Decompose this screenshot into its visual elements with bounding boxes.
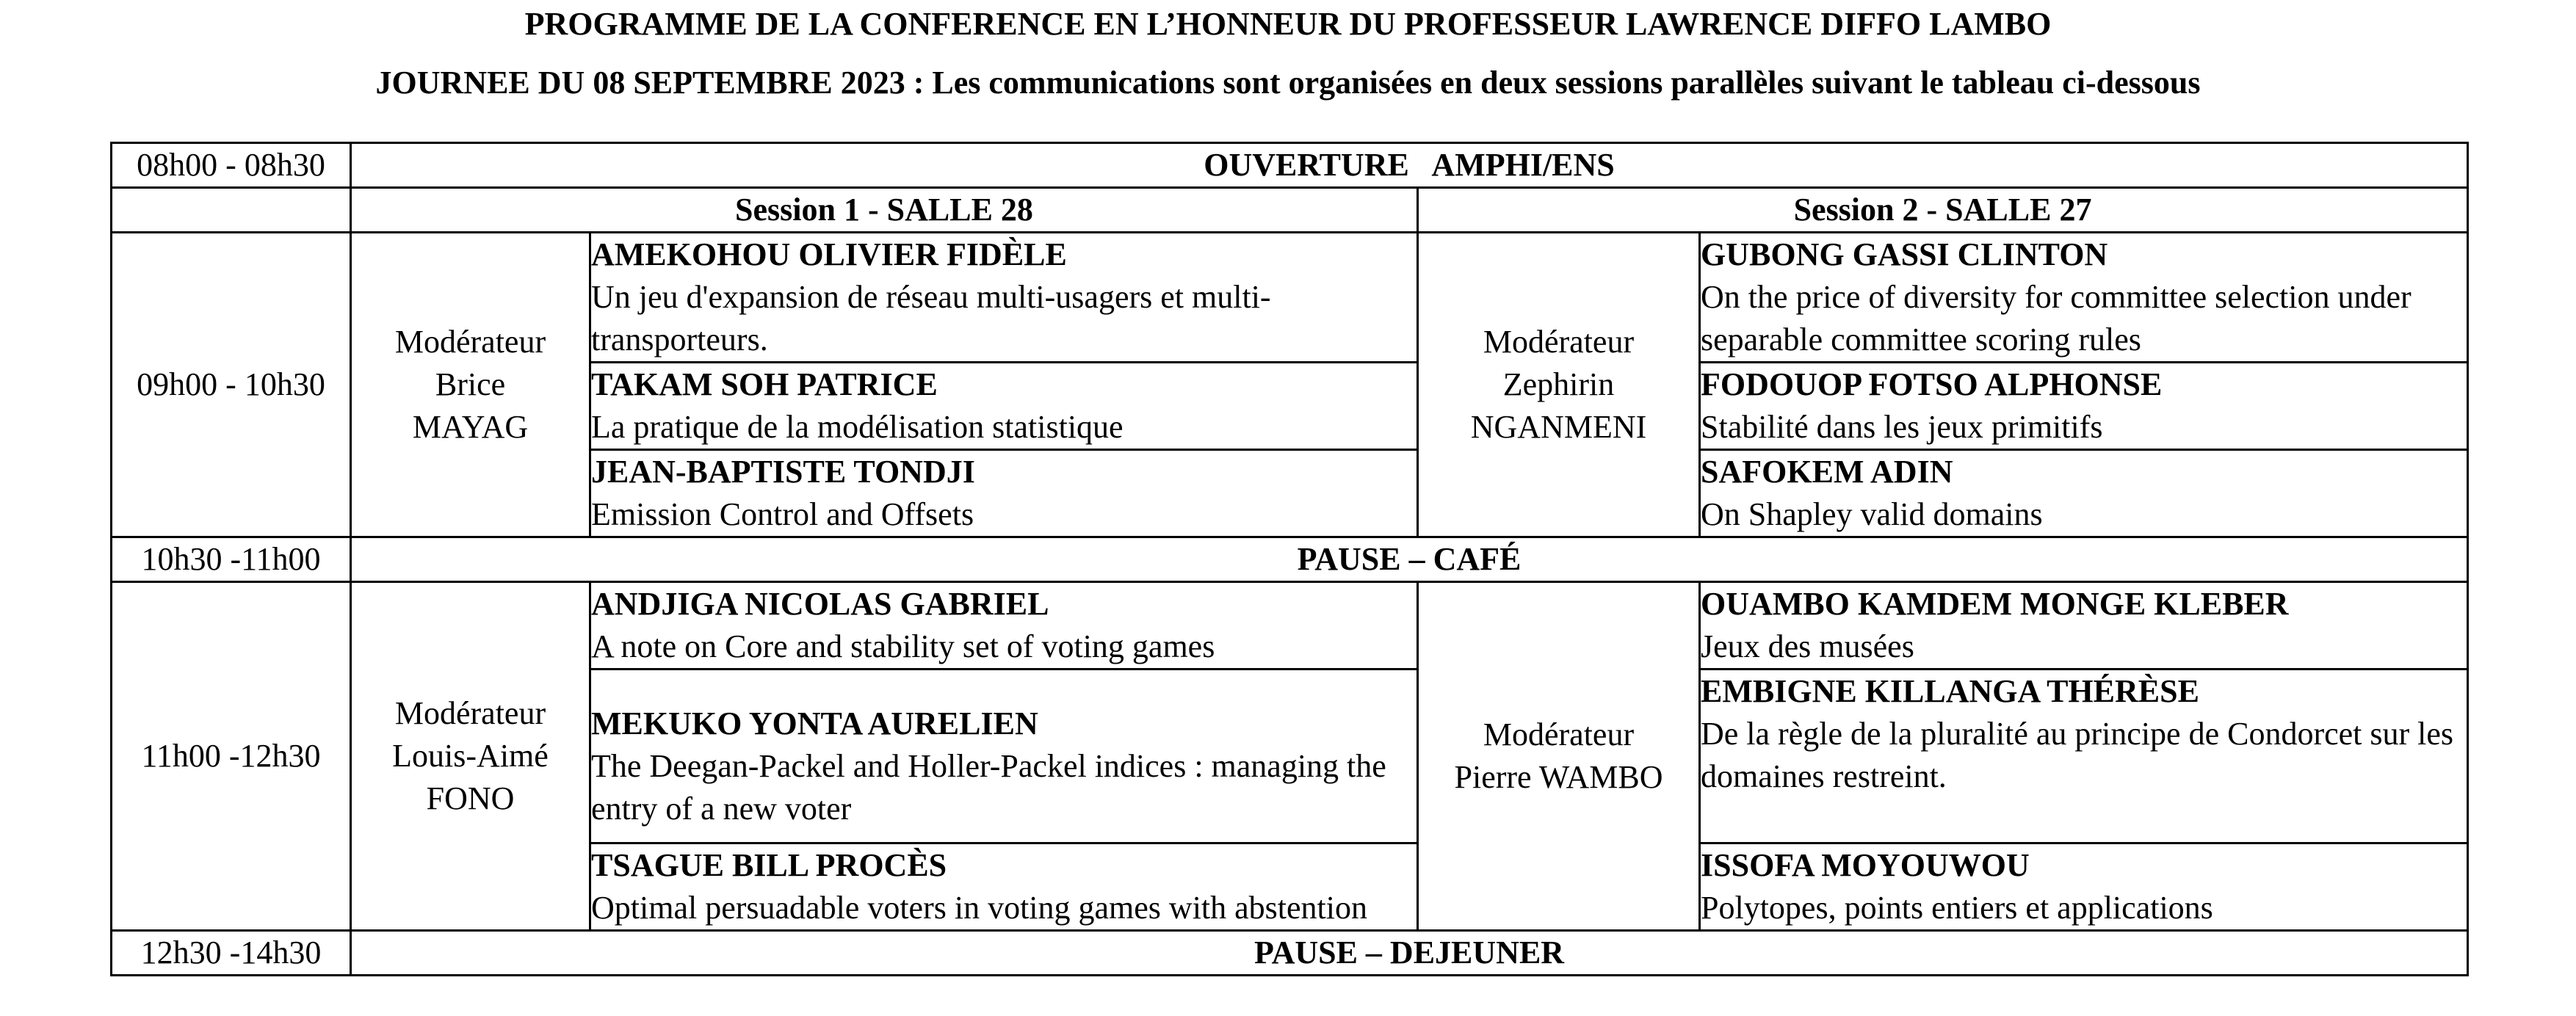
talk-title: Optimal persuadable voters in voting games with abstention [591, 890, 1368, 926]
table-row [112, 582, 2468, 670]
speaker-name: TAKAM SOH PATRICE [591, 366, 938, 402]
coffee-break-label: PAUSE – CAFÉ [351, 537, 2468, 582]
empty-cell [112, 188, 351, 233]
talk-title: De la règle de la pluralité au principe de Condorcet sur les domaines restreint. [1701, 716, 2454, 794]
talk-title: Stabilité dans les jeux primitifs [1701, 409, 2103, 445]
talk-cell [590, 450, 1418, 537]
session-2-header: Session 2 - SALLE 27 [1418, 188, 2468, 233]
time-slot: 11h00 -12h30 [112, 582, 351, 931]
speaker-name: OUAMBO KAMDEM MONGE KLEBER [1701, 586, 2289, 622]
talk-cell [590, 233, 1418, 363]
table-row [112, 143, 2468, 188]
speaker-name: FODOUOP FOTSO ALPHONSE [1701, 366, 2163, 402]
talk-cell [590, 582, 1418, 670]
talk-title: On Shapley valid domains [1701, 496, 2043, 532]
document-title: PROGRAMME DE LA CONFERENCE EN L’HONNEUR DU PROFESSEUR LAWRENCE DIFFO LAMBO [524, 6, 2052, 42]
table-row [112, 537, 2468, 582]
speaker-name: AMEKOHOU OLIVIER FIDÈLE [591, 236, 1067, 272]
programme-table [110, 142, 2469, 976]
talk-cell [1700, 363, 2468, 450]
speaker-name: GUBONG GASSI CLINTON [1701, 236, 2108, 272]
time-slot: 09h00 - 10h30 [112, 233, 351, 537]
talk-title: Jeux des musées [1701, 628, 1914, 664]
talk-cell [1700, 582, 2468, 670]
moderator-session-1: Modérateur Brice MAYAG [351, 233, 590, 537]
speaker-name: ISSOFA MOYOUWOU [1701, 847, 2030, 883]
moderator-session-1: Modérateur Louis-Aimé FONO [351, 582, 590, 931]
lunch-break-label: PAUSE – DEJEUNER [351, 931, 2468, 976]
talk-title: La pratique de la modélisation statistique [591, 409, 1124, 445]
talk-cell [1700, 233, 2468, 363]
session-1-header: Session 1 - SALLE 28 [351, 188, 1418, 233]
talk-cell [1700, 670, 2468, 843]
speaker-name: SAFOKEM ADIN [1701, 454, 1953, 490]
talk-title: The Deegan-Packel and Holler-Packel indices : managing the entry of a new voter [591, 748, 1386, 827]
opening-label: OUVERTURE AMPHI/ENS [351, 143, 2468, 188]
table-row [112, 188, 2468, 233]
table-row [112, 931, 2468, 976]
speaker-name: JEAN-BAPTISTE TONDJI [591, 454, 975, 490]
talk-cell [590, 670, 1418, 843]
talk-title: A note on Core and stability set of voting games [591, 628, 1215, 664]
talk-title: Un jeu d'expansion de réseau multi-usagers et multi-transporteurs. [591, 279, 1271, 358]
speaker-name: EMBIGNE KILLANGA THÉRÈSE [1701, 673, 2199, 709]
moderator-session-2: Modérateur Pierre WAMBO [1418, 582, 1700, 931]
moderator-session-2: Modérateur Zephirin NGANMENI [1418, 233, 1700, 537]
time-slot: 12h30 -14h30 [112, 931, 351, 976]
table-row [112, 233, 2468, 363]
talk-title: Emission Control and Offsets [591, 496, 974, 532]
time-slot: 08h00 - 08h30 [112, 143, 351, 188]
document-subtitle: JOURNEE DU 08 SEPTEMBRE 2023 : Les communications sont organisées en deux sessions parallèles suivant le tableau ci-dessous [375, 65, 2201, 101]
talk-cell [1700, 843, 2468, 931]
talk-cell [1700, 450, 2468, 537]
speaker-name: ANDJIGA NICOLAS GABRIEL [591, 586, 1049, 622]
talk-title: On the price of diversity for committee selection under separable committee scoring rules [1701, 279, 2412, 358]
talk-cell [590, 363, 1418, 450]
speaker-name: TSAGUE BILL PROCÈS [591, 847, 947, 883]
talk-cell [590, 843, 1418, 931]
speaker-name: MEKUKO YONTA AURELIEN [591, 705, 1038, 741]
time-slot: 10h30 -11h00 [112, 537, 351, 582]
talk-title: Polytopes, points entiers et applications [1701, 890, 2213, 926]
